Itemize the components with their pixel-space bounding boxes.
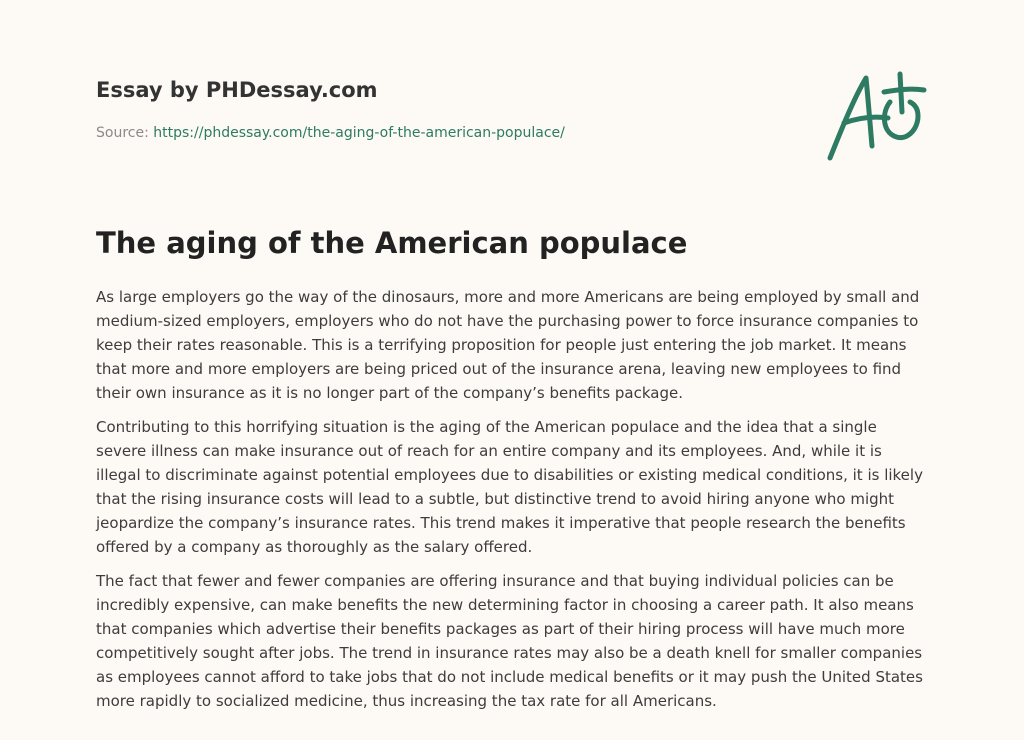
- a-plus-grade-icon: [822, 68, 927, 164]
- source-line: [96, 125, 565, 141]
- essay-body: [96, 285, 926, 723]
- paragraph-2: Contributing to this horrifying situation is the aging of the American populace and the idea that a single severe illness can make insurance out of reach for an entire company and its employees. And, while it is illegal to discriminate against potential employees due to disabilities or existing medical conditions, it is likely that the rising insurance costs will lead to a subtle, but distinctive trend to avoid hiring anyone who might jeopardize the company’s insurance rates. This trend makes it imperative that people research the benefits offered by a company as thoroughly as the salary offered.: [96, 418, 923, 556]
- source-link[interactable]: https://phdessay.com/the-aging-of-the-american-populace/: [153, 125, 565, 141]
- site-brand: Essay by PHDessay.com: [96, 78, 378, 102]
- paragraph-1: As large employers go the way of the dinosaurs, more and more Americans are being employed by small and medium-sized employers, employers who do not have the purchasing power to force insurance companies to keep their rates reasonable. This is a terrifying proposition for people just entering the job market. It means that more and more employers are being priced out of the insurance arena, leaving new employees to find their own insurance as it is no longer part of the company’s benefits package.: [96, 288, 920, 402]
- paragraph-3: The fact that fewer and fewer companies are offering insurance and that buying individual policies can be incredibly expensive, can make benefits the new determining factor in choosing a career path. It also means that companies which advertise their benefits packages as part of their hiring process will have much more competitively sought after jobs. The trend in insurance rates may also be a death knell for smaller companies as employees cannot afford to take jobs that do not include medical benefits or it may push the United States more rapidly to socialized medicine, thus increasing the tax rate for all Americans.: [96, 572, 923, 710]
- essay-title: The aging of the American populace: [96, 226, 688, 260]
- source-label: Source:: [96, 125, 154, 141]
